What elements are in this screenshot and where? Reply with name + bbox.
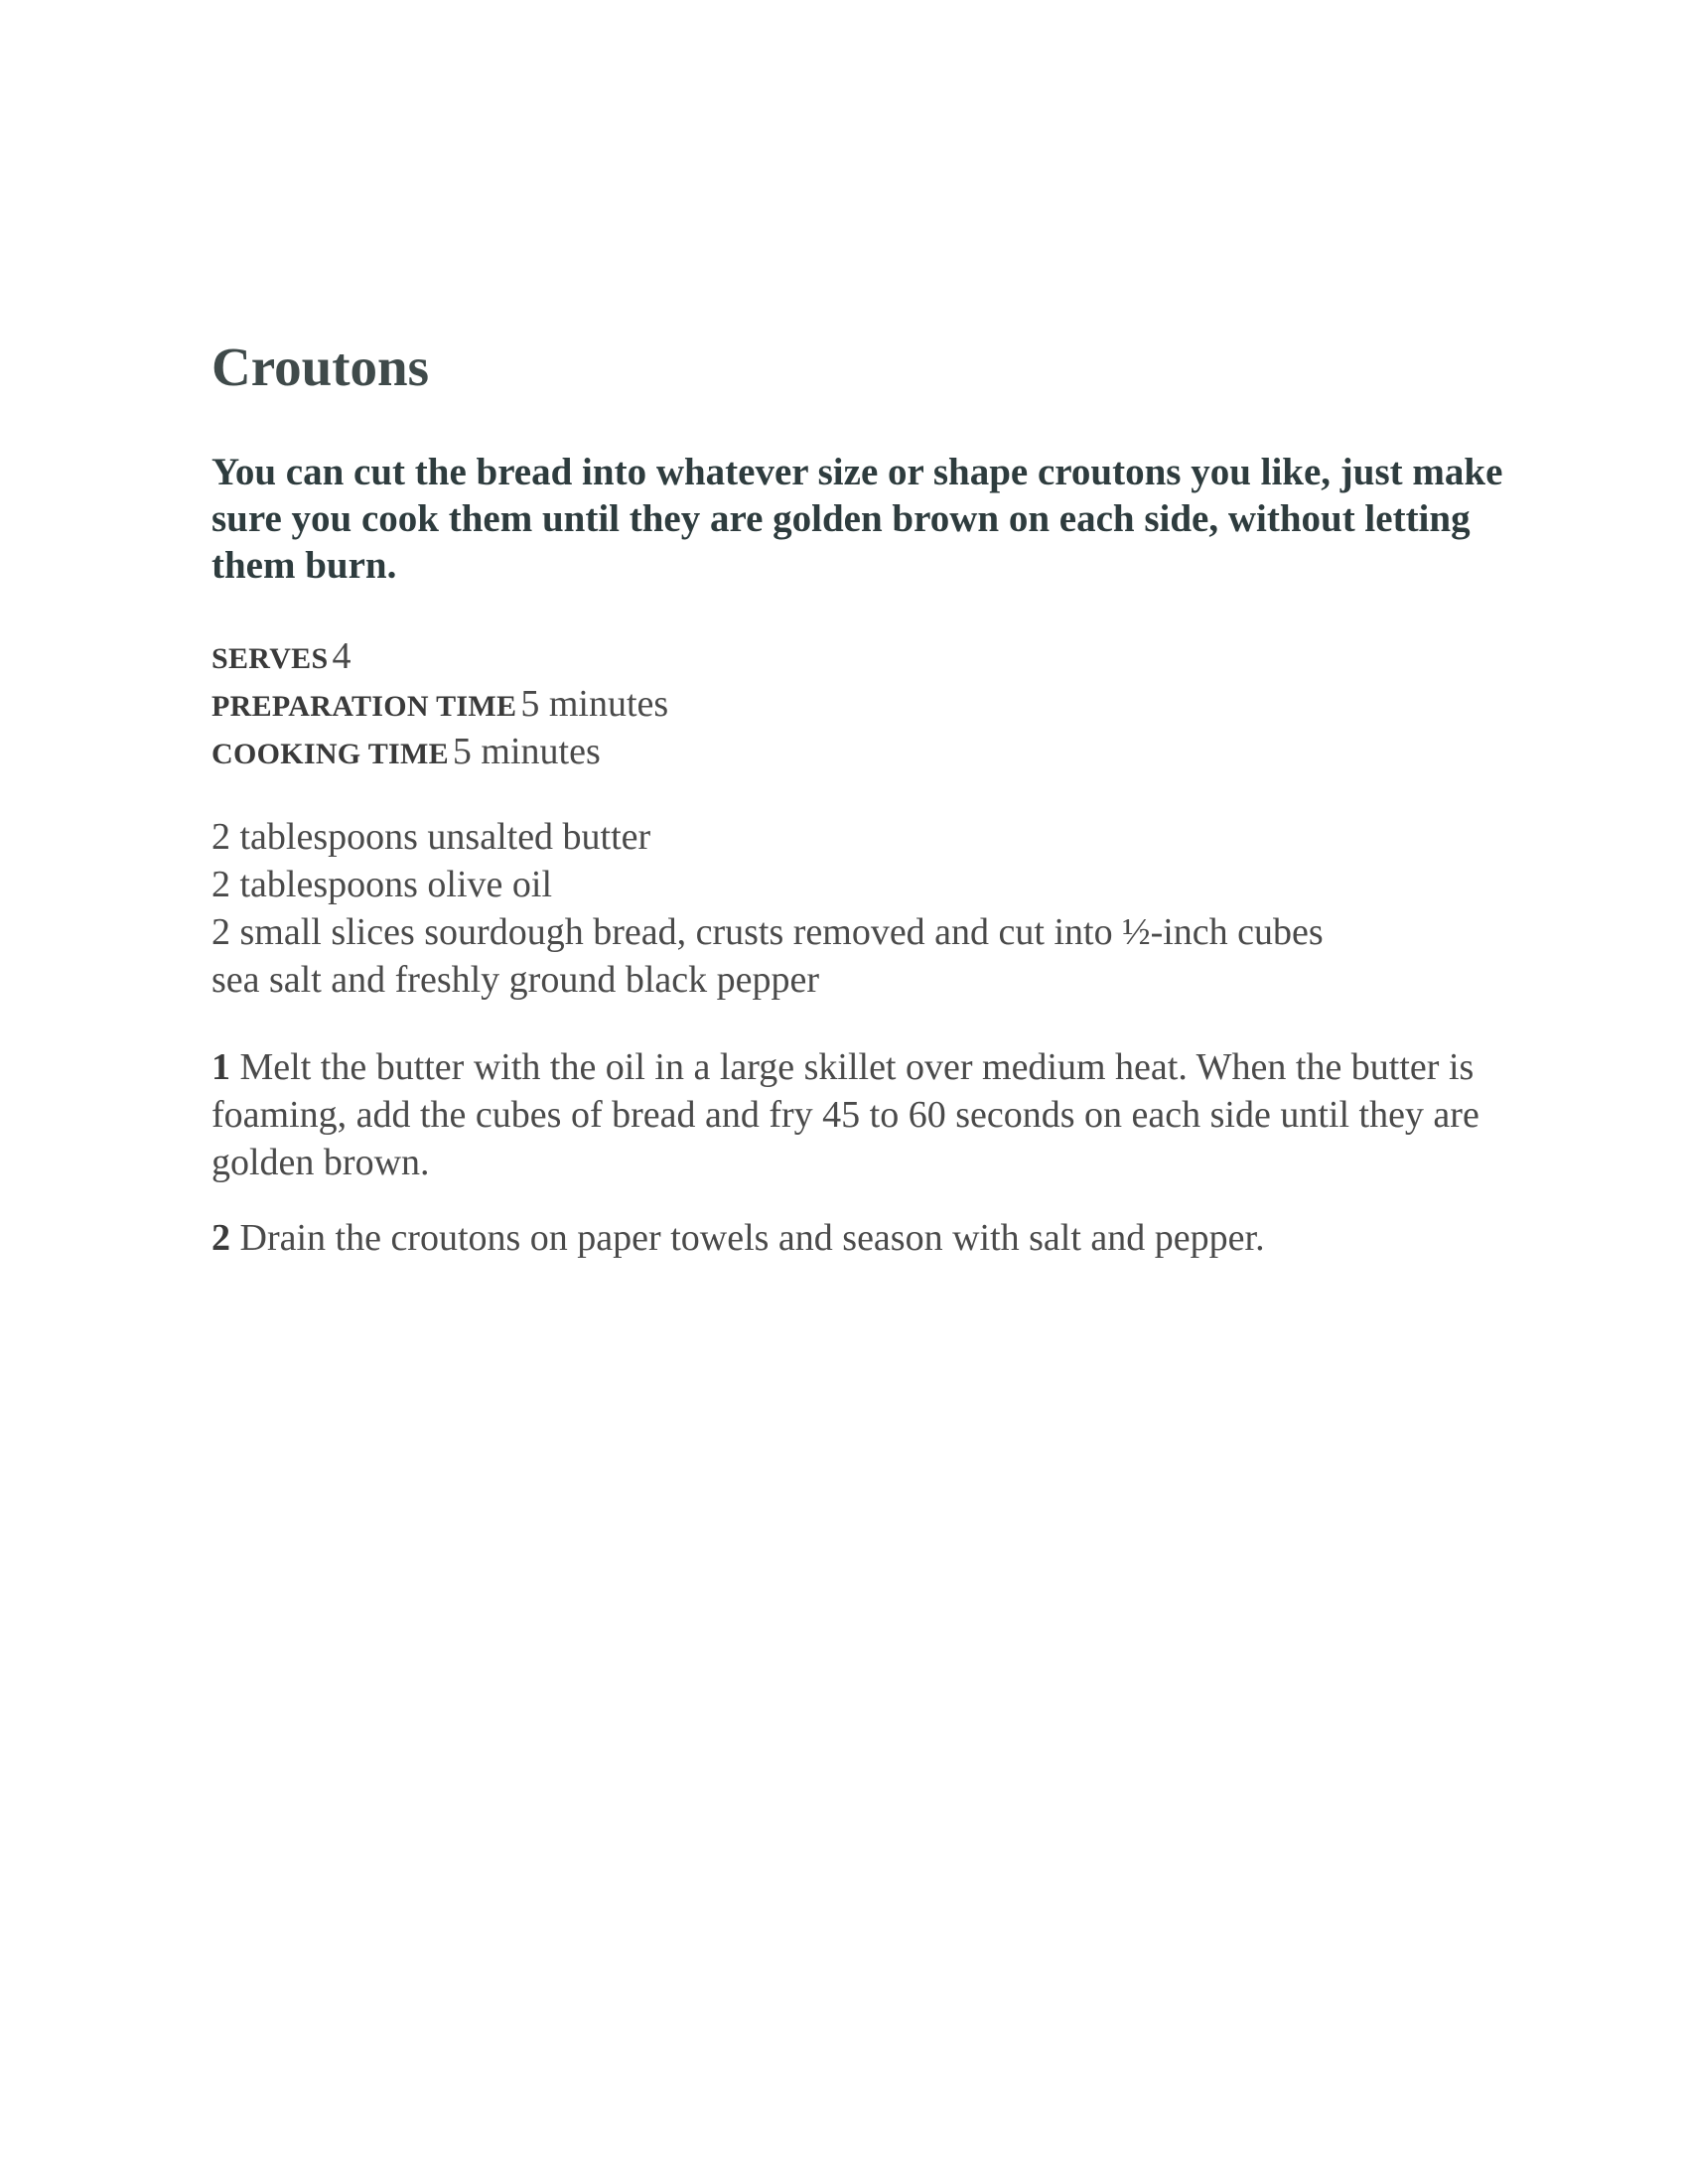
ingredient-item: sea salt and freshly ground black pepper [211,959,820,1001]
step-number: 1 [211,1046,230,1088]
step-text: Melt the butter with the oil in a large skillet over medium heat. When the butter is foaming, add the cubes of bread and fry 45 to 60 seconds on each side until they are golden brown. [211,1046,1479,1183]
method-step [211,1214,1522,1262]
recipe-intro: You can cut the bread into whatever size or shape croutons you like, just make sure you cook them until they are golden brown on each side, without letting them burn. [211,451,1503,587]
recipe-meta [211,632,1522,775]
ingredient-list [211,813,1522,1004]
meta-serves [211,632,1522,680]
method-steps [211,1043,1522,1262]
meta-cooking-time-label: COOKING TIME [211,738,449,770]
step-number: 2 [211,1217,230,1259]
meta-cooking-time [211,728,1522,775]
meta-preparation-time-value: 5 minutes [520,683,669,725]
ingredient-item: 2 tablespoons unsalted butter [211,816,651,858]
recipe-title: Croutons [211,337,430,397]
meta-preparation-time-label: PREPARATION TIME [211,690,517,723]
meta-cooking-time-value: 5 minutes [452,731,601,772]
step-text: Drain the croutons on paper towels and season with salt and pepper. [239,1217,1265,1259]
method-step [211,1043,1522,1186]
meta-serves-label: SERVES [211,642,329,675]
ingredient-item: 2 tablespoons olive oil [211,864,553,905]
meta-serves-value: 4 [332,635,352,677]
ingredient-item: 2 small slices sourdough bread, crusts removed and cut into ½-inch cubes [211,911,1324,953]
recipe-page [211,337,1522,1290]
meta-preparation-time [211,680,1522,728]
